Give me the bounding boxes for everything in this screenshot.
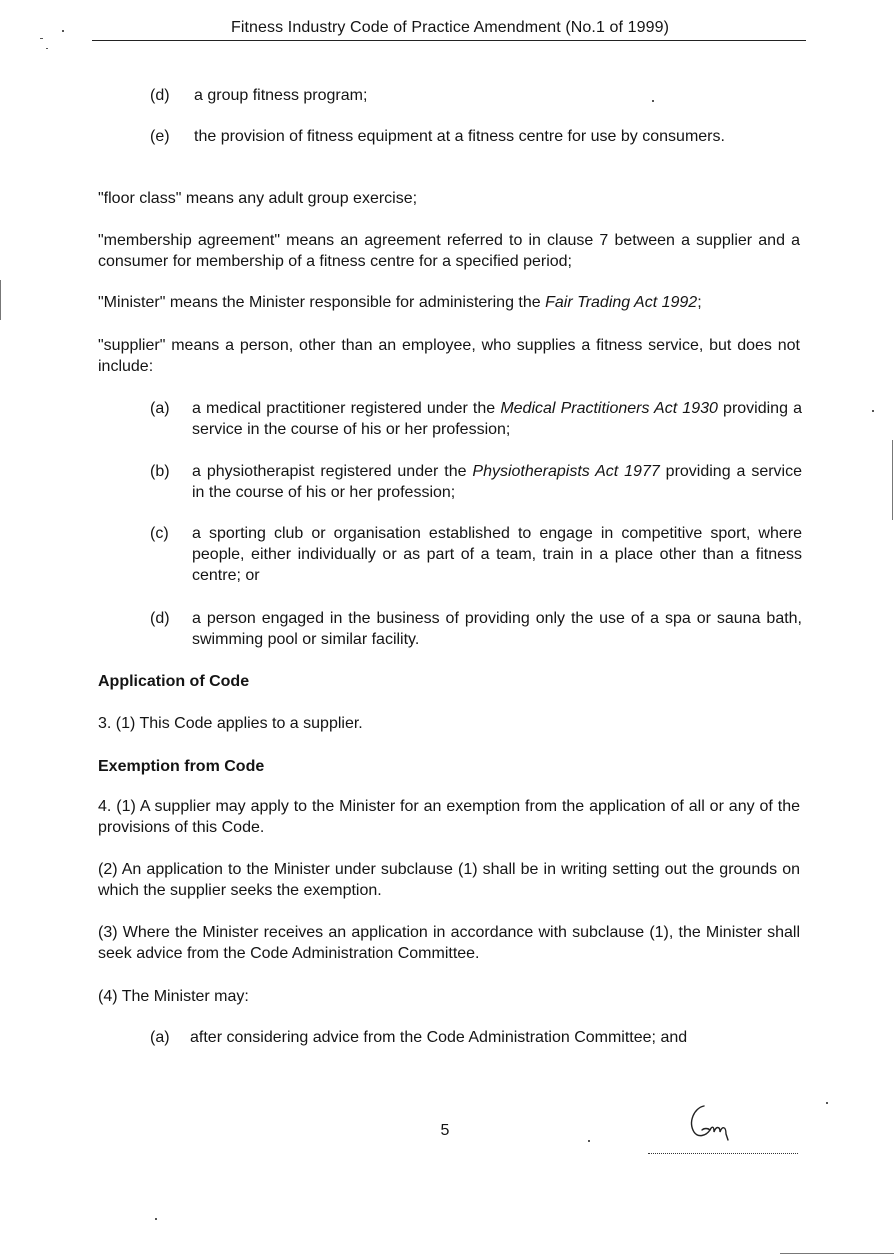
scan-speck — [46, 48, 48, 49]
section-heading-application: Application of Code — [98, 673, 250, 690]
clause-4-2: (2) An application to the Minister under subclause (1) shall be in writing setting out the grounds on which the supplier seeks the exemption. — [98, 861, 800, 899]
item-text — [192, 461, 802, 503]
item-label: (d) — [150, 87, 170, 104]
act-title: Physiotherapists Act 1977 — [472, 463, 660, 480]
scan-edge-mark — [0, 280, 1, 320]
item-text: a sporting club or organisation established to engage in competitive sport, where people, either individually or as part of a team, train in a place other than a fitness centre; or — [192, 525, 802, 584]
definition-text: "Minister" means the Minister responsible for administering the — [98, 294, 546, 311]
scan-speck — [155, 1218, 157, 1220]
definition-membership-agreement: "membership agreement" means an agreement referred to in clause 7 between a supplier and a consumer for membership of a fitness centre for a specified period; — [98, 232, 800, 270]
list-item — [150, 398, 802, 440]
list-item — [150, 608, 802, 650]
scan-speck — [652, 100, 654, 102]
item-text-part: providing a service in the course of his or her profession; — [192, 400, 803, 438]
list-item — [150, 523, 802, 586]
item-label: (c) — [150, 525, 169, 542]
item-text-part: a medical practitioner registered under the — [192, 400, 501, 417]
item-text: a person engaged in the business of providing only the use of a spa or sauna bath, swimming pool or similar facility. — [192, 610, 802, 648]
item-text: the provision of fitness equipment at a fitness centre for use by consumers. — [194, 128, 725, 145]
item-label: (a) — [150, 400, 170, 417]
page-header-title: Fitness Industry Code of Practice Amendment (No.1 of 1999) — [230, 19, 669, 36]
definition-minister — [98, 292, 800, 313]
item-text: a group fitness program; — [194, 87, 368, 104]
definition-text: ; — [697, 294, 702, 311]
page-number: 5 — [440, 1122, 450, 1139]
definition-supplier: "supplier" means a person, other than an employee, who supplies a fitness service, but does not include: — [98, 337, 800, 375]
scan-speck — [872, 410, 874, 412]
scan-speck — [40, 38, 43, 39]
item-label: (d) — [150, 610, 170, 627]
scan-speck — [588, 1140, 590, 1142]
scan-speck — [826, 1102, 828, 1104]
item-text-part: a physiotherapist registered under the — [192, 463, 473, 480]
scan-edge-mark — [892, 440, 893, 520]
act-title: Medical Practitioners Act 1930 — [500, 400, 718, 417]
list-item — [150, 461, 802, 503]
clause-4-4: (4) The Minister may: — [98, 988, 249, 1005]
item-text: after considering advice from the Code Administration Committee; and — [190, 1029, 688, 1046]
list-item — [150, 126, 802, 147]
clause-4-1: 4. (1) A supplier may apply to the Minister for an exemption from the application of all or any of the provisions of this Code. — [98, 798, 800, 836]
section-heading-exemption: Exemption from Code — [98, 758, 265, 775]
list-item — [150, 85, 802, 106]
act-title: Fair Trading Act 1992 — [545, 294, 698, 311]
definition-floor-class: "floor class" means any adult group exercise; — [98, 190, 418, 207]
signature-line — [648, 1153, 798, 1154]
item-text-part: providing a service in the course of his or her profession; — [192, 463, 802, 501]
clause-3: 3. (1) This Code applies to a supplier. — [98, 715, 363, 732]
scan-edge-mark — [780, 1253, 894, 1254]
item-text — [192, 398, 802, 440]
header-rule — [92, 40, 806, 41]
clause-4-3: (3) Where the Minister receives an application in accordance with subclause (1), the Minister shall seek advice from the Code Administration Committee. — [98, 924, 800, 962]
scan-speck — [62, 30, 64, 32]
item-label: (b) — [150, 463, 170, 480]
item-label: (e) — [150, 128, 170, 145]
list-item — [150, 1027, 802, 1048]
item-label: (a) — [150, 1029, 170, 1046]
initials-signature-icon — [684, 1100, 748, 1148]
